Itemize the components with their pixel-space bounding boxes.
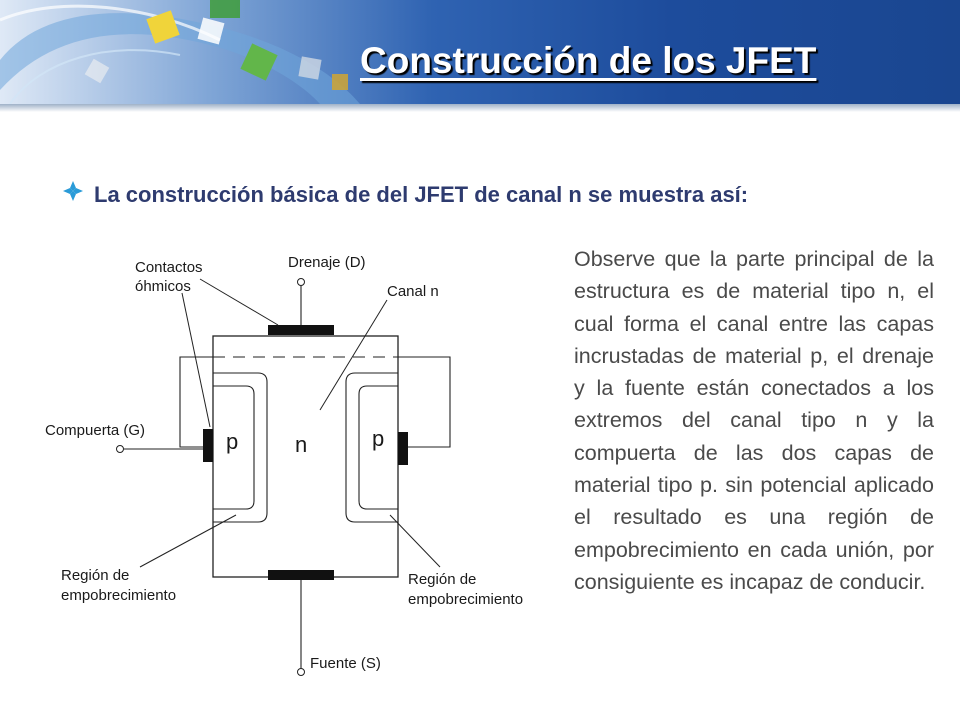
drain-contact [268,325,334,335]
depletion-pointer-left [140,515,236,567]
channel-label: Canal n [387,283,439,300]
p-right-label: p [372,426,385,451]
slide-title: Construcción de los JFET [360,40,817,81]
ohmic-pointer-gate [182,293,210,427]
source-label: Fuente (S) [310,655,381,672]
source-contact [268,570,334,580]
drain-label: Drenaje (D) [288,254,366,271]
ohmic-contacts-label-line2: óhmicos [135,278,191,295]
header-banner [0,0,960,104]
depletion-left-label-line2: empobrecimiento [61,587,177,604]
depletion-right-label-line1: Región de [408,571,477,588]
ohmic-pointer-top [200,279,278,325]
diamond-bullet-icon [62,180,84,202]
gate-terminal [117,446,124,453]
ohmic-contacts-label-line1: Contactos [135,259,203,276]
depletion-region-left [213,373,267,522]
n-channel-label: n [295,432,308,457]
jfet-diagram [40,245,560,695]
gate-label: Compuerta (G) [45,422,146,439]
channel-pointer [320,300,387,410]
explanation-paragraph: Observe que la parte principal de la estructura es de material tipo n, el cual forma el canal entre las capas incrustadas de material p, el drenaje y la fuente están conectados a los extremos del canal tipo n y la compuerta de las dos capas de material tipo p. sin potencial aplicado el resultado es una región de empobrecimiento en cada unión, por consiguiente es incapaz de conducir. [574,247,934,594]
p-left-label: p [226,429,239,454]
gate-contact-left [203,429,213,462]
header-shadow [0,104,960,112]
gate-contact-right [398,432,408,465]
depletion-left-label-line1: Región de [61,567,130,584]
drain-terminal [298,279,305,286]
depletion-right-label-line2: empobrecimiento [408,591,524,608]
source-terminal [298,669,305,676]
bullet-text: La construcción básica de del JFET de canal n se muestra así: [94,182,749,207]
